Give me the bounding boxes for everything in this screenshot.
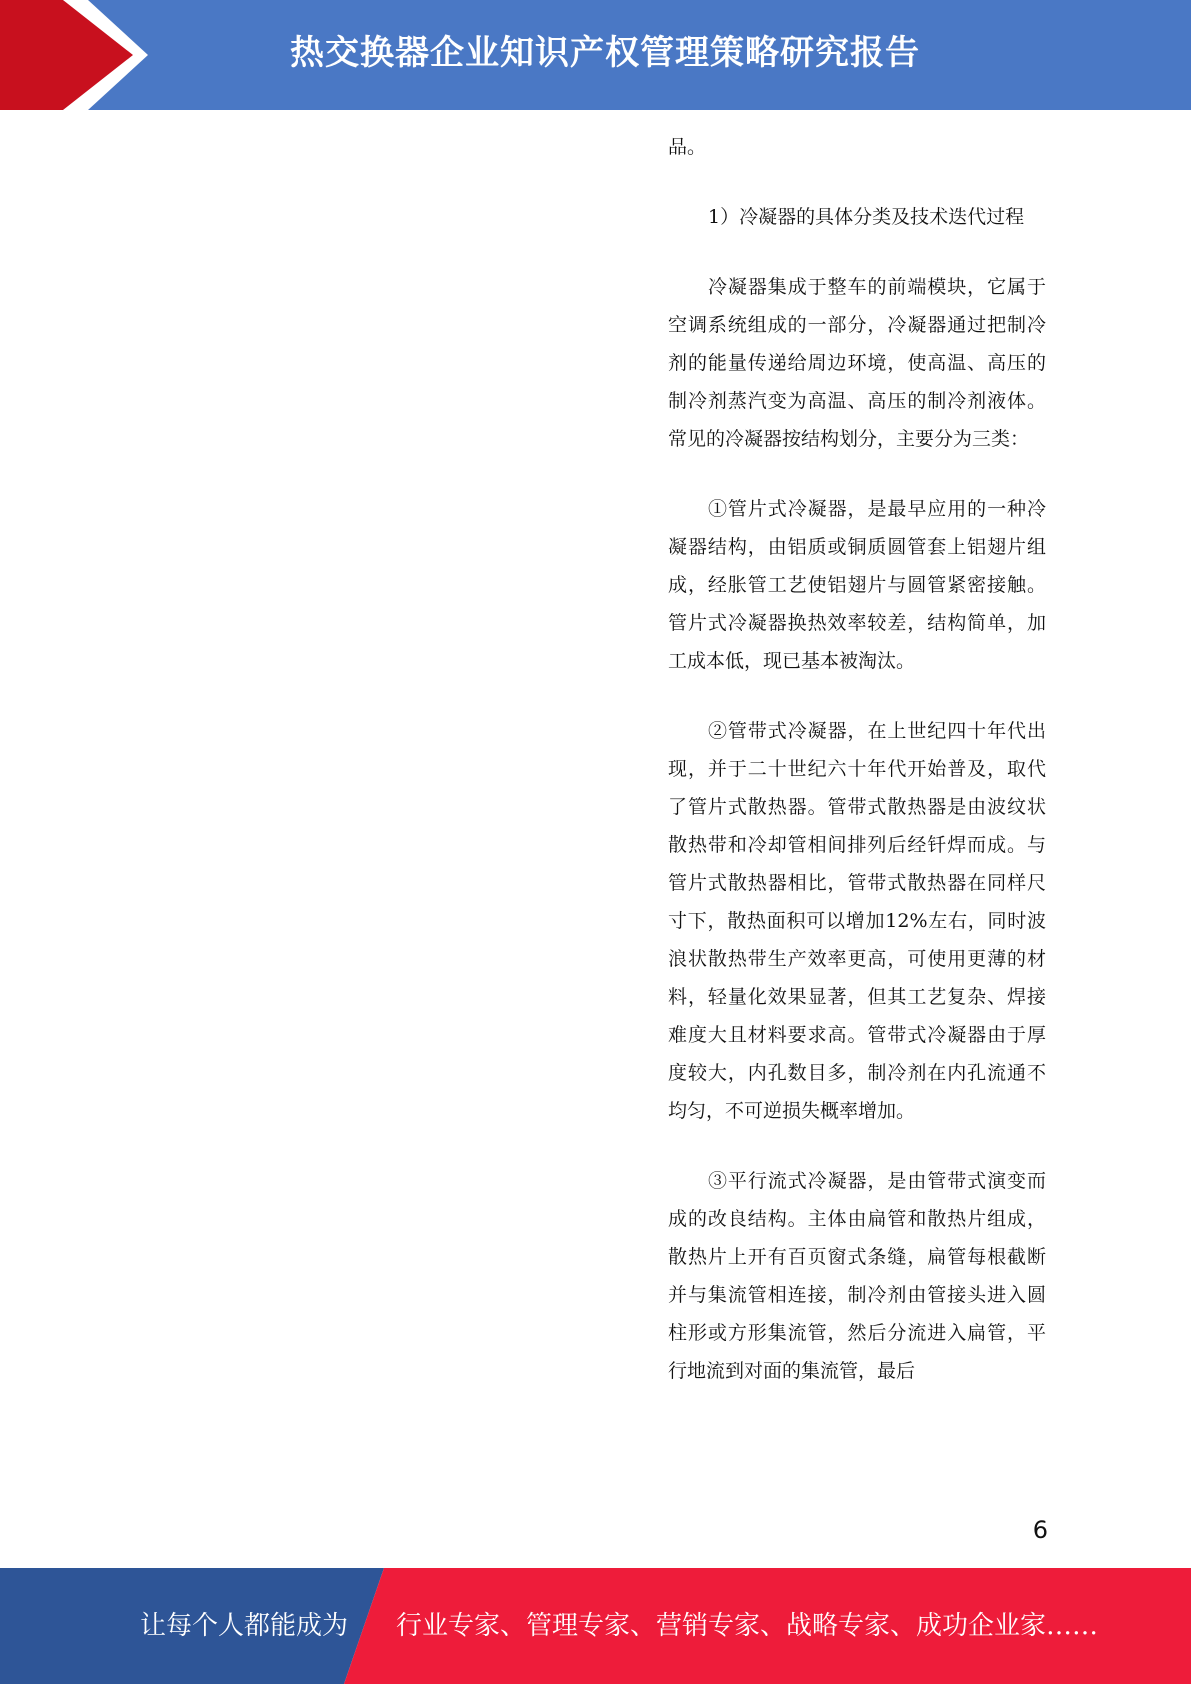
page-header — [0, 0, 1191, 110]
footer-slogan-right: 行业专家、管理专家、营销专家、战略专家、成功企业家…… — [396, 1611, 1099, 1641]
paragraph-tube-fin: ①管片式冷凝器，是最早应用的一种冷凝器结构，由铝质或铜质圆管套上铝翅片组成，经胀管工艺使铝翅片与圆管紧密接触。管片式冷凝器换热效率较差，结构简单，加工成本低，现已基本被淘汰。 — [668, 498, 1046, 672]
paragraph-continuation: 品。 — [668, 136, 707, 158]
paragraph-condenser-intro: 冷凝器集成于整车的前端模块，它属于空调系统组成的一部分，冷凝器通过把制冷剂的能量传递给周边环境，使高温、高压的制冷剂蒸汽变为高温、高压的制冷剂液体。常见的冷凝器按结构划分，主要分为三类： — [668, 276, 1046, 450]
paragraph-parallel-flow: ③平行流式冷凝器，是由管带式演变而成的改良结构。主体由扁管和散热片组成，散热片上开有百页窗式条缝，扁管每根截断并与集流管相连接，制冷剂由管接头进入圆柱形或方形集流管，然后分流进入扁管，平行地流到对面的集流管，最后 — [668, 1170, 1046, 1382]
page-number: 6 — [1032, 1516, 1048, 1544]
page-footer — [0, 1568, 1191, 1684]
footer-slogan-left: 让每个人都能成为 — [140, 1611, 349, 1641]
paragraph-tube-belt: ②管带式冷凝器，在上世纪四十年代出现，并于二十世纪六十年代开始普及，取代了管片式散热器。管带式散热器是由波纹状散热带和冷却管相间排列后经钎焊而成。与管片式散热器相比，管带式散热器在同样尺寸下，散热面积可以增加12%左右，同时波浪状散热带生产效率更高，可使用更薄的材料，轻量化效果显著，但其工艺复杂、焊接难度大且材料要求高。管带式冷凝器由于厚度较大，内孔数目多，制冷剂在内孔流通不均匀，不可逆损失概率增加。 — [668, 720, 1046, 1122]
body-text — [668, 128, 1046, 1422]
report-title: 热交换器企业知识产权管理策略研究报告 — [290, 33, 920, 73]
section-heading: 1）冷凝器的具体分类及技术迭代过程 — [708, 206, 1025, 228]
